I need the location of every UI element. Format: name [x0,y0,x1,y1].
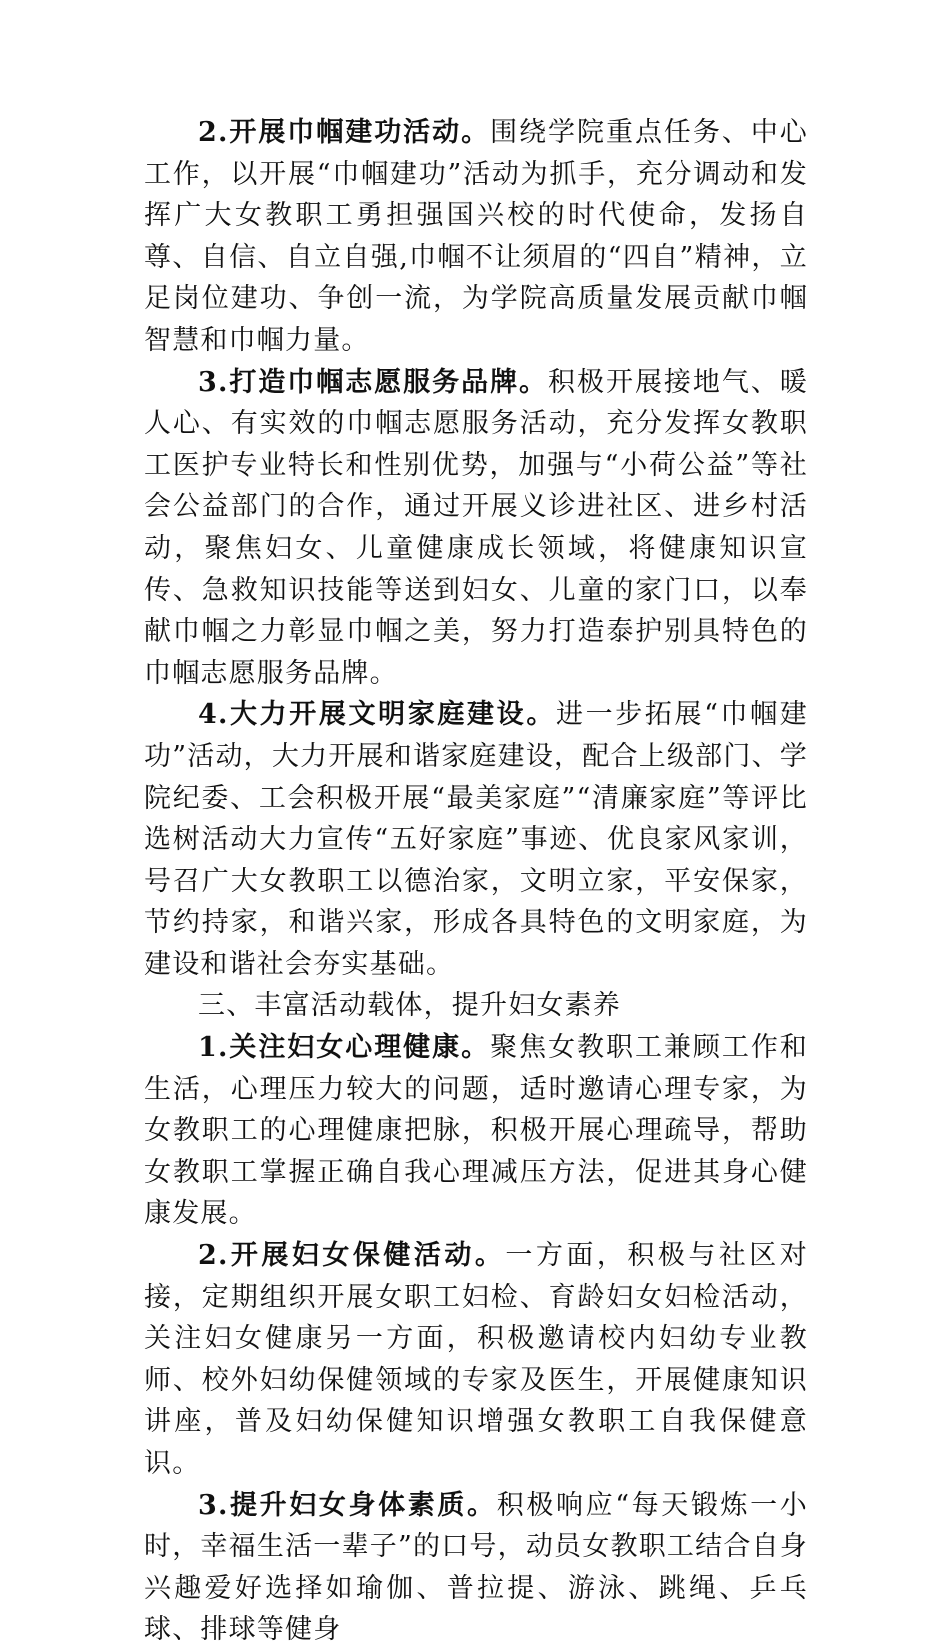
paragraph-lead: 1.关注妇女心理健康。 [198,1032,491,1064]
paragraph-body: 一方面，积极与社区对接，定期组织开展女职工妇检、育龄妇女妇检活动，关注妇女健康另一方面，积极邀请校内妇幼专业教师、校外妇幼保健领域的专家及医生，开展健康知识讲座，普及妇幼保健知识增强女教职工自我保健意识。 [144,1240,809,1479]
paragraph-body: 围绕学院重点任务、中心工作，以开展“巾帼建功”活动为抓手，充分调动和发挥广大女教职工勇担强国兴校的时代使命，发扬自尊、自信、自立自强,巾帼不让须眉的“四自”精神，立足岗位建功、争创一流，为学院高质量发展贡献巾帼智慧和巾帼力量。 [144,117,808,356]
paragraph-body: 聚焦女教职工兼顾工作和生活，心理压力较大的问题，适时邀请心理专家，为女教职工的心理健康把脉，积极开展心理疏导，帮助女教职工掌握正确自我心理减压方法，促进其身心健康发展。 [144,1032,808,1230]
paragraph-volunteer-brand [144,362,808,695]
paragraph-mental-health [144,1027,808,1235]
section-heading: 三、丰富活动载体，提升妇女素养 [198,990,621,1022]
paragraph-body: 进一步拓展“巾帼建功”活动，大力开展和谐家庭建设，配合上级部门、学院纪委、工会积极开展“最美家庭”“清廉家庭”等评比选树活动大力宣传“五好家庭”事迹、优良家风家训，号召广大女教职工以德治家，文明立家，平安保家，节约持家，和谐兴家，形成各具特色的文明家庭，为建设和谐社会夯实基础。 [144,699,808,980]
paragraph-lead: 3.提升妇女身体素质。 [198,1489,497,1521]
paragraph-body: 积极响应“每天锻炼一小时，幸福生活一辈子”的口号，动员女教职工结合自身兴趣爱好选择如瑜伽、普拉提、游泳、跳绳、乒乓球、排球等健身 [144,1489,808,1646]
paragraph-women-merit-activity [144,112,808,362]
document-page [144,112,808,1651]
paragraph-lead: 3.打造巾帼志愿服务品牌。 [198,366,549,398]
paragraph-civilized-family [144,694,808,985]
paragraph-lead: 2.开展巾帼建功活动。 [198,117,491,148]
paragraph-body: 积极开展接地气、暖人心、有实效的巾帼志愿服务活动，充分发挥女教职工医护专业特长和性别优势，加强与“小荷公益”等社会公益部门的合作，通过开展义诊进社区、进乡村活动，聚焦妇女、儿童健康成长领域，将健康知识宣传、急救知识技能等送到妇女、儿童的家门口，以奉献巾帼之力彰显巾帼之美，努力打造泰护别具特色的巾帼志愿服务品牌。 [144,366,808,689]
paragraph-lead: 4.大力开展文明家庭建设。 [198,699,556,731]
paragraph-health-care [144,1235,808,1485]
paragraph-lead: 2.开展妇女保健活动。 [198,1240,506,1272]
paragraph-physical-fitness [144,1485,808,1651]
